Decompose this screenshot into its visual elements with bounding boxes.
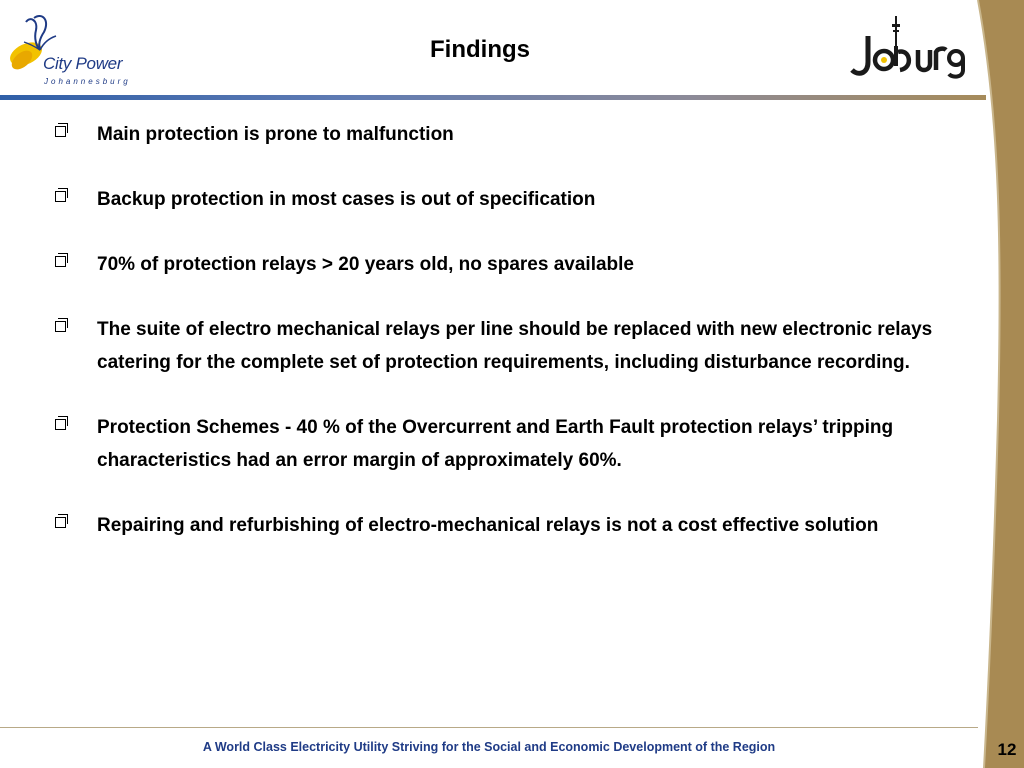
butterfly-icon [4, 8, 124, 88]
bullet-text: Repairing and refurbishing of electro-mechanical relays is not a cost effective solution [97, 515, 879, 536]
slide-title: Findings [430, 36, 530, 63]
footer-tagline: A World Class Electricity Utility Striving for the Social and Economic Development of the Region [202, 740, 776, 754]
page-number: 12 [997, 740, 1017, 759]
header-divider [0, 95, 986, 100]
bullet-box-icon [55, 126, 66, 137]
bullet-box-icon [55, 321, 66, 332]
list-item [54, 411, 954, 477]
bullet-box-icon [55, 517, 66, 528]
bullet-text: Backup protection in most cases is out of specification [97, 189, 596, 210]
bullet-text: Protection Schemes - 40 % of the Overcurrent and Earth Fault protection relays’ tripping characteristics had an error margin of approximately 60%. [97, 417, 894, 471]
bullet-text: Main protection is prone to malfunction [97, 124, 454, 145]
findings-list [54, 118, 954, 574]
joburg-logo [848, 8, 968, 80]
list-item [54, 118, 954, 151]
bullet-box-icon [55, 191, 66, 202]
bullet-box-icon [55, 419, 66, 430]
bullet-text: The suite of electro mechanical relays per line should be replaced with new electronic relays catering for the complete set of protection requirements, including disturbance recording. [97, 319, 933, 373]
footer-divider [0, 727, 978, 728]
list-item [54, 313, 954, 379]
city-power-subtitle: Johannesburg [44, 77, 131, 86]
city-power-logo [4, 8, 131, 88]
list-item [54, 509, 954, 542]
bullet-box-icon [55, 256, 66, 267]
bullet-text: 70% of protection relays > 20 years old, no spares available [97, 254, 634, 275]
list-item [54, 183, 954, 216]
list-item [54, 248, 954, 281]
city-power-name: City Power [43, 54, 123, 73]
